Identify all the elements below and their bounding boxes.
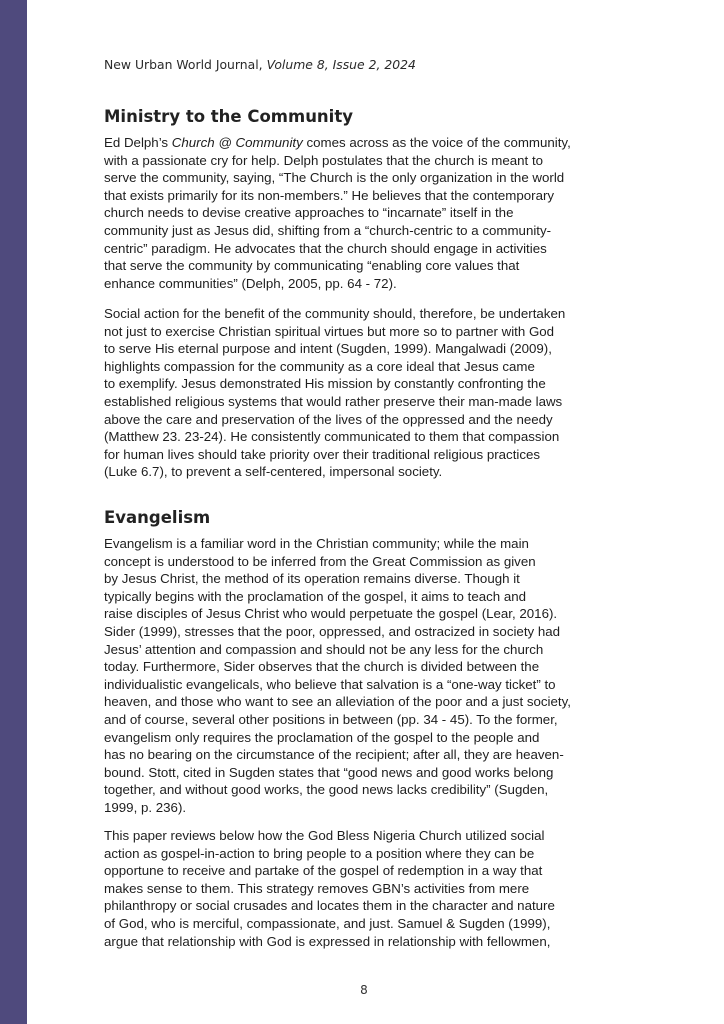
text-line: philanthropy or social crusades and locates them in the character and nature [104, 898, 555, 914]
text-line: Social action for the benefit of the community should, therefore, be undertaken [104, 306, 566, 321]
text-line: not just to exercise Christian spiritual virtues but more so to partner with God [104, 323, 555, 339]
text-line: Evangelism is a familiar word in the Christian community; while the main [104, 536, 529, 551]
text-line: has no bearing on the circumstance of the recipient; after all, they are heaven- [104, 747, 564, 763]
text-line: established religious systems that would rather preserve their man-made laws [104, 393, 563, 409]
text-line: This paper reviews below how the God Bless Nigeria Church utilized social [104, 828, 545, 843]
text-line: raise disciples of Jesus Christ who would perpetuate the gospel (Lear, 2016). [104, 606, 558, 622]
text-line: bound. Stott, cited in Sugden states that “good news and good works belong [104, 764, 554, 780]
text-line: 1999, p. 236). [104, 799, 187, 815]
text-line: heaven, and those who want to see an alleviation of the poor and a just society, [104, 694, 571, 710]
section-heading-evangelism: Evangelism [104, 508, 211, 527]
text-line: (Matthew 23. 23-24). He consistently communicated to them that compassion [104, 429, 560, 445]
text-line: church needs to devise creative approaches to “incarnate” itself in the [104, 205, 514, 221]
text-line: above the care and preservation of the lives of the oppressed and the needy [104, 411, 553, 427]
text-line: individualistic evangelicals, who believe that salvation is a “one-way ticket” to [104, 676, 556, 692]
section-heading-ministry: Ministry to the Community [104, 107, 353, 126]
text-line: serve the community, saying, “The Church is the only organization in the world [104, 170, 565, 186]
book-title: Church @ Community [171, 135, 303, 150]
side-accent-bar [0, 0, 27, 1024]
text-line: action as gospel-in-action to bring people to a position where they can be [104, 845, 535, 861]
text-line: highlights compassion for the community as a core ideal that Jesus came [104, 358, 535, 374]
paragraph-evangelism-1 [104, 535, 644, 817]
text-line: enhance communities” (Delph, 2005, pp. 64 - 72). [104, 275, 397, 291]
text-line: argue that relationship with God is expressed in relationship with fellowmen, [104, 933, 551, 949]
text-line: of God, who is merciful, compassionate, and just. Samuel & Sugden (1999), [104, 915, 551, 931]
text-line: by Jesus Christ, the method of its operation remains diverse. Though it [104, 571, 520, 587]
text-line: for human lives should take priority over their traditional religious practices [104, 446, 541, 462]
text-line: community just as Jesus did, shifting from a “church-centric to a community- [104, 222, 552, 238]
running-header [104, 57, 416, 72]
paragraph-ministry-1 [104, 134, 644, 292]
text-line: together, and without good works, the good news lacks credibility” (Sugden, [104, 782, 549, 798]
text-line: opportune to receive and partake of the gospel of redemption in a way that [104, 863, 543, 879]
text-line: and of course, several other positions in between (pp. 34 - 45). To the former, [104, 711, 558, 727]
text-line: Ed Delph’s Church @ Community comes across as the voice of the community, [104, 135, 571, 150]
issue-info: Volume 8, Issue 2, 2024 [266, 57, 416, 72]
journal-name: New Urban World Journal, [104, 57, 263, 72]
text-line: evangelism only requires the proclamation of the gospel to the people and [104, 729, 540, 745]
text-line: to serve His eternal purpose and intent (Sugden, 1999). Mangalwadi (2009), [104, 341, 552, 357]
paragraph-evangelism-2 [104, 827, 644, 950]
text-line: Sider (1999), stresses that the poor, oppressed, and ostracized in society had [104, 623, 561, 639]
text-line: to exemplify. Jesus demonstrated His mission by constantly confronting the [104, 376, 546, 392]
text-line: centric” paradigm. He advocates that the church should engage in activities [104, 240, 547, 256]
page-number: 8 [360, 983, 368, 997]
text-line: Jesus’ attention and compassion and should not be any less for the church [104, 641, 544, 657]
text-line: that exists primarily for its non-members.” He believes that the contemporary [104, 187, 555, 203]
text-line: with a passionate cry for help. Delph postulates that the church is meant to [104, 152, 544, 168]
text-line: today. Furthermore, Sider observes that the church is divided between the [104, 659, 540, 675]
text-line: (Luke 6.7), to prevent a self-centered, impersonal society. [104, 464, 443, 480]
text-line: that serve the community by communicating “enabling core values that [104, 258, 520, 274]
text-line: concept is understood to be inferred from the Great Commission as given [104, 553, 536, 569]
text-line: makes sense to them. This strategy removes GBN’s activities from mere [104, 880, 530, 896]
text-line: typically begins with the proclamation of the gospel, it aims to teach and [104, 588, 527, 604]
paragraph-ministry-2 [104, 305, 644, 481]
